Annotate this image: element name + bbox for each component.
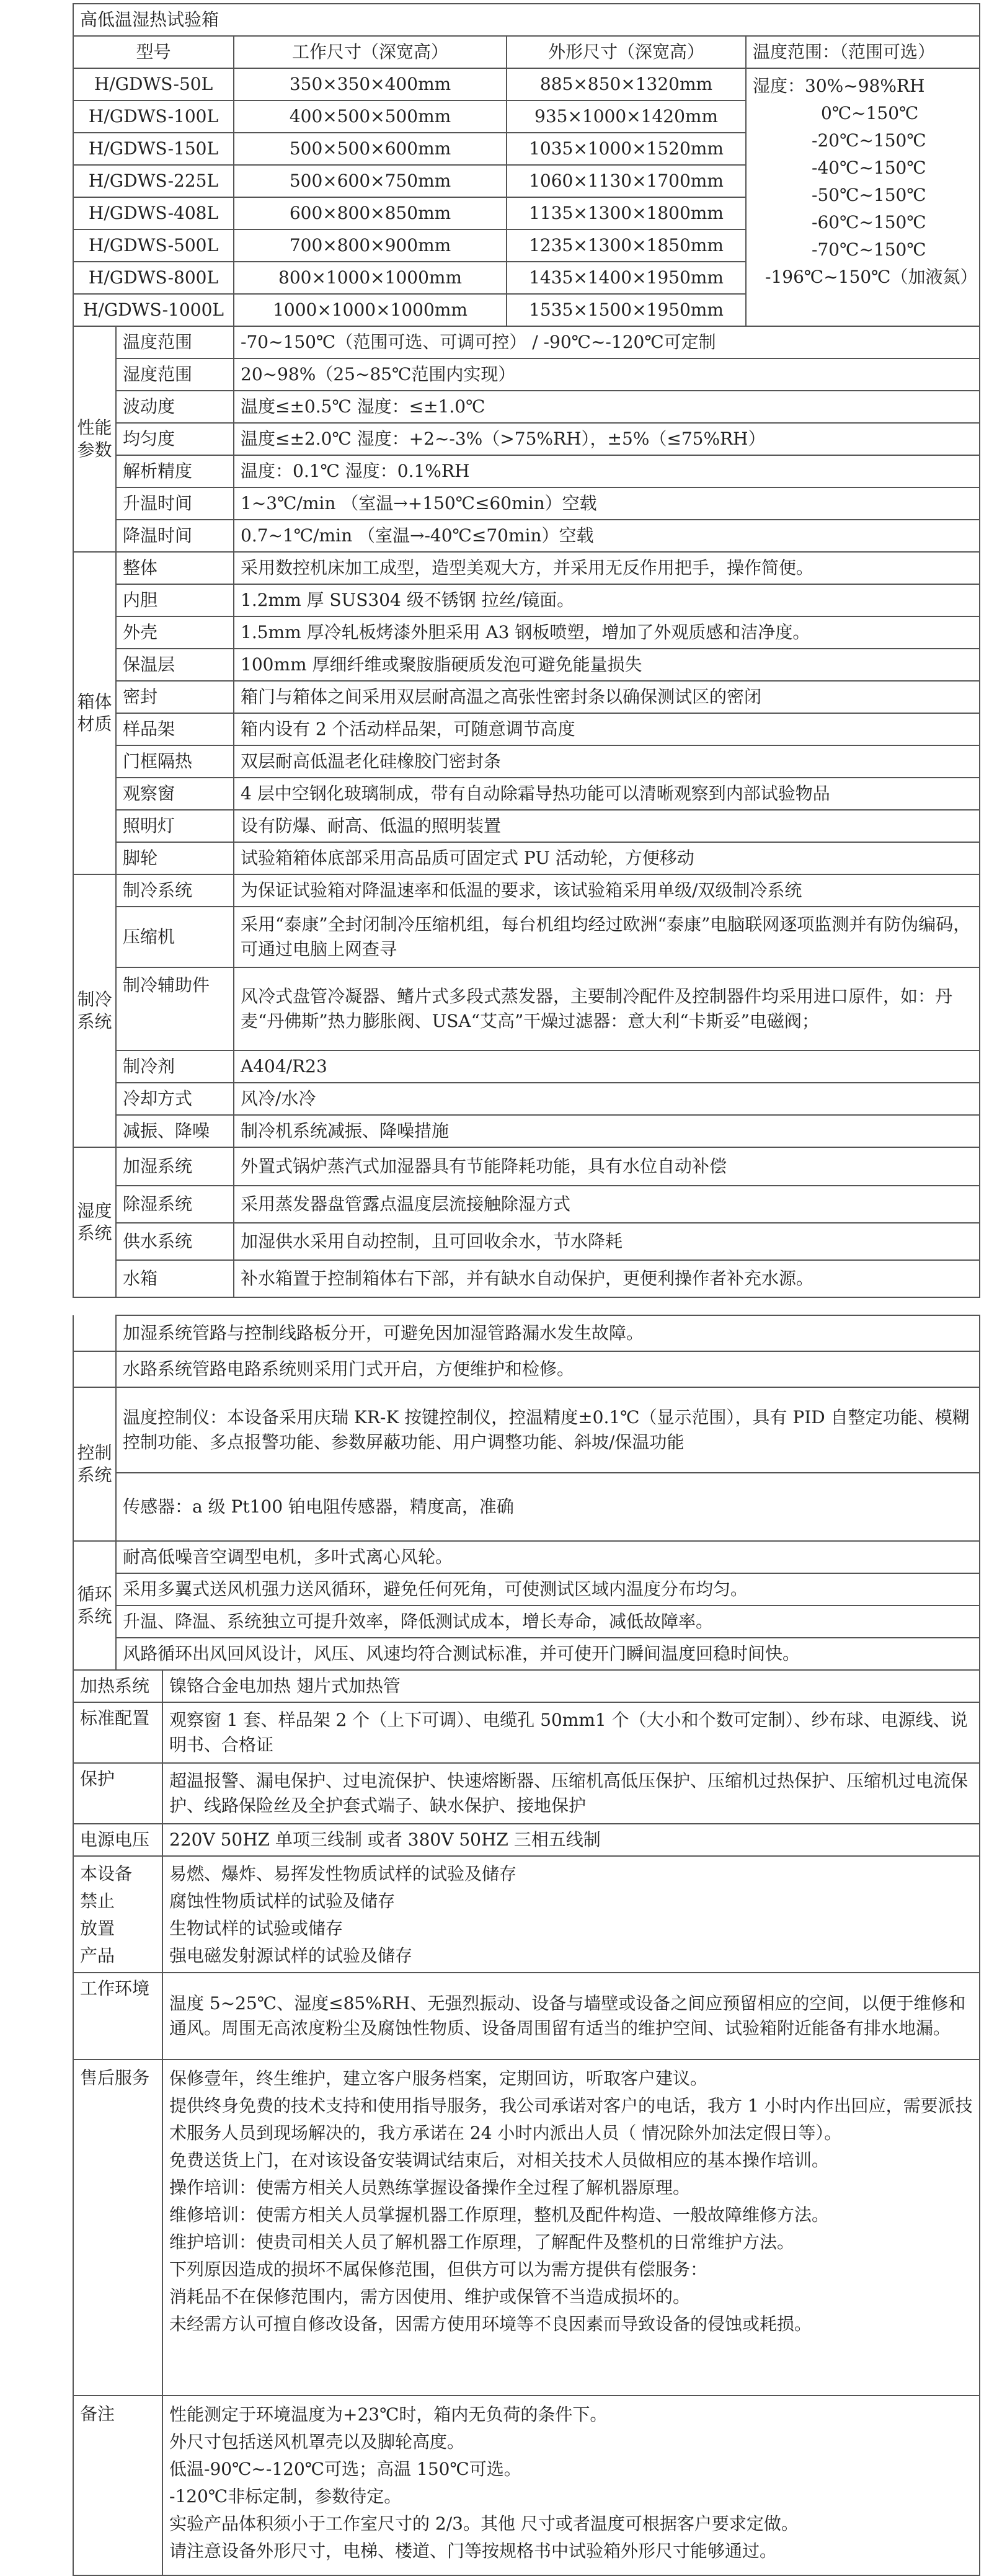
- remark-line: 请注意设备外形尺寸，电梯、楼道、门等按规格书中试验箱外形尺寸能够通过。: [169, 2541, 778, 2561]
- service-label: 售后服务: [73, 2059, 162, 2396]
- row-value: 采用“泰康”全封闭制冷压缩机组，每台机组均经过欧洲“泰康”电脑联网逐项监测并有防伪编码，可通过电脑上网查寻: [234, 907, 980, 967]
- row-label: 冷却方式: [116, 1083, 234, 1115]
- service-line: 维修培训：使需方相关人员掌握机器工作原理，整机及配件构造、一般故障维修方法。: [169, 2205, 830, 2225]
- service-line: 保修壹年，终生维护，建立客户服务档案，定期回访，听取客户建议。: [169, 2068, 708, 2089]
- row-label: 整体: [116, 552, 234, 584]
- environment-value: 温度 5~25℃、湿度≤85%RH、无强烈振动、设备与墙壁或设备之间应预留相应的空间，以便于维修和通风。周围无高浓度粉尘及腐蚀性物质、设备周围留有适当的维护空间、试验箱附近能备有排水地漏。: [162, 1973, 980, 2059]
- service-list: [162, 2059, 980, 2396]
- header-model: 型号: [73, 36, 234, 68]
- outer-size-cell: 1235×1300×1850mm: [507, 229, 746, 262]
- row-value: 温度：0.1℃ 湿度：0.1%RH: [234, 455, 980, 487]
- standard-value: 观察窗 1 套、样品架 2 个（上下可调）、电缆孔 50mm1 个（大小和个数可定制）、纱布球、电源线、说明书、合格证: [162, 1702, 980, 1763]
- row-label: 加湿系统: [116, 1147, 234, 1186]
- protection-value: 超温报警、漏电保护、过电流保护、快速熔断器、压缩机高低压保护、压缩机过热保护、压缩机过电流保护、线路保险丝及全护套式端子、缺水保护、接地保护: [162, 1763, 980, 1824]
- work-size-cell: 350×350×400mm: [234, 68, 507, 100]
- range-item: -40℃~150℃: [812, 158, 926, 178]
- row-label: 压缩机: [116, 907, 234, 967]
- remarks-label: 备注: [73, 2396, 162, 2575]
- row-label: 观察窗: [116, 778, 234, 810]
- work-size-cell: 700×800×900mm: [234, 229, 507, 262]
- service-line: 下列原因造成的损坏不属保修范围，但供方可以为需方提供有偿服务：: [169, 2259, 708, 2280]
- circulation-line: 耐高低噪音空调型电机，多叶式离心风轮。: [116, 1541, 980, 1573]
- row-value: 外置式锅炉蒸汽式加湿器具有节能降耗功能，具有水位自动补偿: [234, 1147, 980, 1186]
- row-label: 脚轮: [116, 842, 234, 874]
- model-cell: H/GDWS-1000L: [73, 294, 234, 326]
- row-value: 1~3℃/min （室温→+150℃≤60min）空载: [234, 487, 980, 520]
- service-line: 免费送货上门，在对该设备安装调试结束后，对相关技术人员做相应的基本操作培训。: [169, 2150, 830, 2170]
- section-material: 箱体材质: [73, 552, 116, 874]
- range-item: -20℃~150℃: [812, 130, 926, 151]
- section-refrigeration: 制冷系统: [73, 874, 116, 1147]
- control-text: 温度控制仪：本设备采用庆瑞 KR-K 按键控制仪，控温精度±0.1℃（显示范围），具有 PID 自整定功能、模糊控制功能、多点报警功能、参数屏蔽功能、用户调整功能、斜坡/保温功能: [116, 1387, 980, 1473]
- row-label: 制冷系统: [116, 874, 234, 907]
- row-value: 1.5mm 厚冷轧板烤漆外胆采用 A3 钢板喷塑，增加了外观质感和洁净度。: [234, 616, 980, 649]
- remark-line: 外尺寸包括送风机罩壳以及脚轮高度。: [169, 2432, 465, 2452]
- note-line: 加湿系统管路与控制线路板分开，可避免因加湿管路漏水发生故障。: [116, 1315, 980, 1351]
- row-value: 为保证试验箱对降温速率和低温的要求，该试验箱采用单级/双级制冷系统: [234, 874, 980, 907]
- model-cell: H/GDWS-408L: [73, 197, 234, 229]
- row-label: 波动度: [116, 391, 234, 423]
- row-label: 样品架: [116, 713, 234, 745]
- prohibited-list: [162, 1856, 980, 1973]
- heating-value: 镍铬合金电加热 翅片式加热管: [162, 1670, 980, 1702]
- section-control: 控制系统: [73, 1387, 116, 1541]
- service-line: 未经需方认可擅自修改设备，因需方使用环境等不良因素而导致设备的侵蚀或耗损。: [169, 2314, 812, 2334]
- model-cell: H/GDWS-150L: [73, 133, 234, 165]
- range-item: -70℃~150℃: [812, 239, 926, 260]
- work-size-cell: 500×500×600mm: [234, 133, 507, 165]
- model-cell: H/GDWS-500L: [73, 229, 234, 262]
- outer-size-cell: 1135×1300×1800mm: [507, 197, 746, 229]
- row-label: 温度范围: [116, 326, 234, 358]
- prohibited-item: 易燃、爆炸、易挥发性物质试样的试验及储存: [169, 1863, 517, 1884]
- heating-label: 加热系统: [73, 1670, 162, 1702]
- model-cell: H/GDWS-50L: [73, 68, 234, 100]
- service-line: 提供终身免费的技术支持和使用指导服务，我公司承诺对客户的电话，我方 1 小时内作出回应，需要派技术服务人员到现场解决的，我方承诺在 24 小时内派出人员（ 情况除外加法定假日等）。: [169, 2095, 973, 2143]
- row-label: 制冷辅助件: [116, 967, 234, 1050]
- row-value: 0.7~1℃/min （室温→-40℃≤70min）空载: [234, 520, 980, 552]
- outer-size-cell: 1060×1130×1700mm: [507, 165, 746, 197]
- prohibited-item: 生物试样的试验或储存: [169, 1918, 344, 1939]
- work-size-cell: 800×1000×1000mm: [234, 262, 507, 294]
- work-size-cell: 600×800×850mm: [234, 197, 507, 229]
- remark-line: 实验产品体积须小于工作室尺寸的 2/3。其他 尺寸或者温度可根据客户要求定做。: [169, 2513, 799, 2534]
- row-value: 采用数控机床加工成型，造型美观大方，并采用无反作用把手，操作简便。: [234, 552, 980, 584]
- row-label: 减振、降噪: [116, 1115, 234, 1147]
- power-label: 电源电压: [73, 1824, 162, 1856]
- row-label: 降温时间: [116, 520, 234, 552]
- row-value: 补水箱置于控制箱体右下部，并有缺水自动保护，更便利操作者补充水源。: [234, 1260, 980, 1297]
- row-value: 1.2mm 厚 SUS304 级不锈钢 拉丝/镜面。: [234, 584, 980, 616]
- row-value: -70~150℃（范围可选、可调可控） / -90℃~-120℃可定制: [234, 326, 980, 358]
- outer-size-cell: 1035×1000×1520mm: [507, 133, 746, 165]
- row-label: 门框隔热: [116, 745, 234, 778]
- outer-size-cell: 885×850×1320mm: [507, 68, 746, 100]
- model-cell: H/GDWS-800L: [73, 262, 234, 294]
- row-value: 100mm 厚细纤维或聚胺脂硬质发泡可避免能量损失: [234, 649, 980, 681]
- prohibited-label: [73, 1856, 162, 1973]
- row-label: 制冷剂: [116, 1050, 234, 1083]
- standard-label: 标准配置: [73, 1702, 162, 1763]
- row-value: 加湿供水采用自动控制，且可回收余水，节水降耗: [234, 1223, 980, 1260]
- row-label: 内胆: [116, 584, 234, 616]
- outer-size-cell: 1535×1500×1950mm: [507, 294, 746, 326]
- section-performance: 性能参数: [73, 326, 116, 552]
- range-item: -60℃~150℃: [812, 212, 926, 233]
- row-value: 双层耐高低温老化硅橡胶门密封条: [234, 745, 980, 778]
- service-line: 操作培训：使需方相关人员熟练掌握设备操作全过程了解机器原理。: [169, 2177, 691, 2198]
- model-cell: H/GDWS-225L: [73, 165, 234, 197]
- row-value: 采用蒸发器盘管露点温度层流接触除湿方式: [234, 1186, 980, 1223]
- spec-table-page-1: [73, 3, 980, 1298]
- row-value: 温度≤±2.0℃ 湿度：+2~-3%（>75%RH），±5%（≤75%RH）: [234, 423, 980, 455]
- row-label: 外壳: [116, 616, 234, 649]
- row-label: 水箱: [116, 1260, 234, 1297]
- row-label: 解析精度: [116, 455, 234, 487]
- note-line: 水路系统管路电路系统则采用门式开启，方便维护和检修。: [116, 1351, 980, 1387]
- prohibited-label-line: 产品: [80, 1945, 115, 1966]
- sensor-text: 传感器：a 级 Pt100 铂电阻传感器，精度高，准确: [116, 1473, 980, 1541]
- prohibited-item: 腐蚀性物质试样的试验及储存: [169, 1891, 396, 1911]
- circulation-line: 升温、降温、系统独立可提升效率，降低测试成本，增长寿命，减低故障率。: [116, 1606, 980, 1638]
- prohibited-label-line: 本设备: [80, 1863, 133, 1884]
- row-label: 均匀度: [116, 423, 234, 455]
- protection-label: 保护: [73, 1763, 162, 1824]
- row-label: 密封: [116, 681, 234, 713]
- row-value: 风冷/水冷: [234, 1083, 980, 1115]
- section-humidity: 湿度系统: [73, 1147, 116, 1297]
- range-item: -50℃~150℃: [812, 185, 926, 205]
- work-size-cell: 1000×1000×1000mm: [234, 294, 507, 326]
- remark-line: 性能测定于环境温度为+23℃时，箱内无负荷的条件下。: [169, 2404, 608, 2425]
- row-value: 试验箱箱体底部采用高品质可固定式 PU 活动轮，方便移动: [234, 842, 980, 874]
- row-label: 除湿系统: [116, 1186, 234, 1223]
- row-label: 保温层: [116, 649, 234, 681]
- power-value: 220V 50HZ 单项三线制 或者 380V 50HZ 三相五线制: [162, 1824, 980, 1856]
- row-value: 设有防爆、耐高、低温的照明装置: [234, 810, 980, 842]
- outer-size-cell: 935×1000×1420mm: [507, 100, 746, 133]
- range-item: 0℃~150℃: [821, 103, 919, 123]
- row-label: 湿度范围: [116, 358, 234, 391]
- work-size-cell: 500×600×750mm: [234, 165, 507, 197]
- model-cell: H/GDWS-100L: [73, 100, 234, 133]
- row-value: 箱内设有 2 个活动样品架，可随意调节高度: [234, 713, 980, 745]
- row-value: 箱门与箱体之间采用双层耐高温之高张性密封条以确保测试区的密闭: [234, 681, 980, 713]
- section-circulation: 循环系统: [73, 1541, 116, 1670]
- environment-label: 工作环境: [73, 1973, 162, 2059]
- header-work-size: 工作尺寸（深宽高）: [234, 36, 507, 68]
- circulation-line: 风路循环出风回风设计，风压、风速均符合测试标准，并可使开门瞬间温度回稳时间快。: [116, 1638, 980, 1670]
- circulation-line: 采用多翼式送风机强力送风循环，避免任何死角，可使测试区域内温度分布均匀。: [116, 1573, 980, 1606]
- service-line: 消耗品不在保修范围内，需方因使用、维护或保管不当造成损坏的。: [169, 2286, 691, 2307]
- temp-range-list: [746, 68, 980, 326]
- prohibited-label-line: 禁止: [80, 1891, 115, 1911]
- remark-line: -120℃非标定制，参数待定。: [169, 2486, 402, 2507]
- row-value: 4 层中空钢化玻璃制成，带有自动除霜导热功能可以清晰观察到内部试验物品: [234, 778, 980, 810]
- outer-size-cell: 1435×1400×1950mm: [507, 262, 746, 294]
- range-humidity: 湿度：30%~98%RH: [753, 76, 925, 96]
- document-title: 高低温湿热试验箱: [73, 4, 980, 36]
- row-label: 升温时间: [116, 487, 234, 520]
- row-label: 照明灯: [116, 810, 234, 842]
- remarks-list: [162, 2396, 980, 2575]
- prohibited-label-line: 放置: [80, 1918, 115, 1939]
- work-size-cell: 400×500×500mm: [234, 100, 507, 133]
- range-item: -196℃~150℃（加液氮）: [765, 267, 978, 287]
- remark-line: 低温-90℃~-120℃可选；高温 150℃可选。: [169, 2459, 521, 2479]
- row-value: A404/R23: [234, 1050, 980, 1083]
- row-value: 温度≤±0.5℃ 湿度：≤±1.0℃: [234, 391, 980, 423]
- header-outer-size: 外形尺寸（深宽高）: [507, 36, 746, 68]
- header-temp-range: 温度范围：（范围可选）: [746, 36, 980, 68]
- spec-table-page-2: [73, 1315, 980, 2576]
- row-value: 20~98%（25~85℃范围内实现）: [234, 358, 980, 391]
- prohibited-item: 强电磁发射源试样的试验及储存: [169, 1945, 413, 1966]
- row-value: 风冷式盘管冷凝器、鳍片式多段式蒸发器，主要制冷配件及控制器件均采用进口原件，如：丹麦“丹佛斯”热力膨胀阀、USA“艾高”干燥过滤器：意大利“卡斯妥”电磁阀；: [234, 967, 980, 1050]
- row-label: 供水系统: [116, 1223, 234, 1260]
- row-value: 制冷机系统减振、降噪措施: [234, 1115, 980, 1147]
- service-line: 维护培训：使贵司相关人员了解机器工作原理，了解配件及整机的日常维护方法。: [169, 2232, 795, 2252]
